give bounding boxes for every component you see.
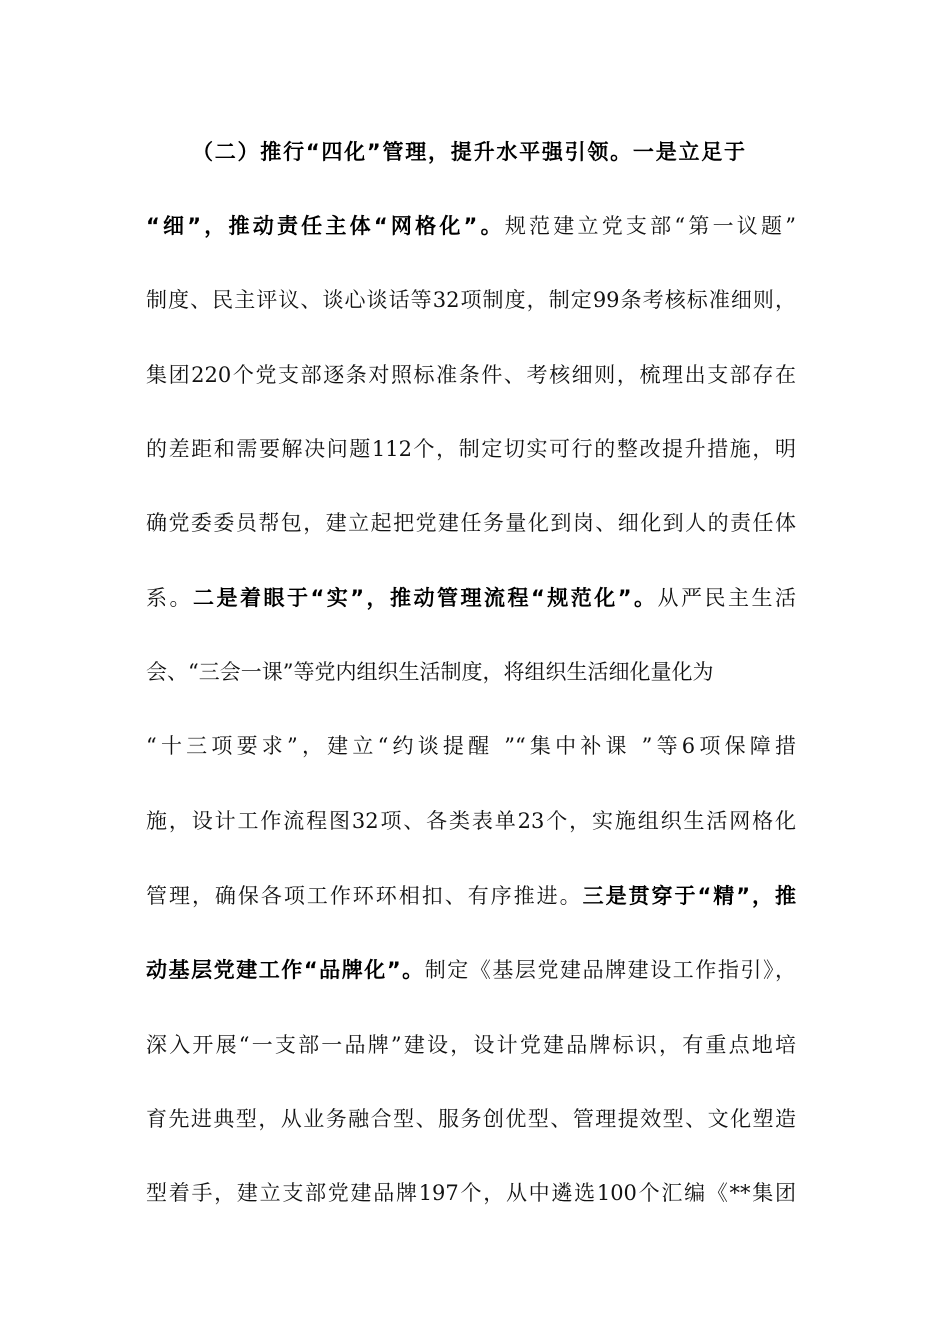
paragraph-line (146, 355, 796, 395)
bold-heading-text: “细”，推动责任主体“网格化”。 (146, 214, 505, 238)
paragraph-line (146, 503, 796, 543)
bold-heading-text: （二）推行“四化”管理，提升水平强引领。一是立足于 (192, 140, 745, 164)
body-text: 从严民主生活 (657, 586, 796, 610)
body-text: 确党委委员帮包，建立起把党建任务量化到岗、细化到人的责任体 (146, 511, 796, 535)
paragraph-line (146, 280, 796, 320)
body-text: 育先进典型，从业务融合型、服务创优型、管理提效型、文化塑造 (146, 1107, 796, 1131)
body-text: 集团220个党支部逐条对照标准条件、考核细则，梳理出支部存在 (146, 363, 796, 387)
paragraph-line (146, 1099, 796, 1139)
paragraph-line (146, 206, 796, 246)
body-text: 系。 (146, 586, 193, 610)
paragraph-line (192, 132, 745, 172)
bold-heading-text: 动基层党建工作“品牌化”。 (146, 958, 425, 982)
paragraph-line (146, 726, 796, 766)
body-text: “十三项要求”，建立“约谈提醒 ”“集中补课 ”等6项保障措 (146, 734, 796, 758)
paragraph-line (146, 950, 796, 990)
body-text: 管理，确保各项工作环环相扣、有序推进。 (146, 884, 583, 908)
bold-heading-text: 二是着眼于“实”，推动管理流程“规范化”。 (192, 586, 658, 610)
paragraph-line (146, 1025, 796, 1065)
paragraph-line (146, 1173, 796, 1213)
bold-heading-text: 三是贯穿于“精”，推 (582, 884, 797, 908)
body-text: 型着手，建立支部党建品牌197个，从中遴选100个汇编《**集团 (146, 1181, 796, 1205)
body-text: 施，设计工作流程图32项、各类表单23个，实施组织生活网格化 (146, 809, 796, 833)
body-text: 制定《基层党建品牌建设工作指引》， (424, 958, 797, 982)
paragraph-line (146, 652, 796, 692)
paragraph-line (146, 578, 796, 618)
paragraph-line (146, 876, 796, 916)
paragraph-line (146, 801, 796, 841)
body-text: 规范建立党支部“第一议题” (504, 214, 796, 238)
paragraph-line (146, 429, 796, 469)
body-text: 会、“三会一课”等党内组织生活制度，将组织生活细化量化为 (146, 660, 714, 684)
body-text: 深入开展“一支部一品牌”建设，设计党建品牌标识，有重点地培 (146, 1033, 796, 1057)
body-text: 的差距和需要解决问题112个，制定切实可行的整改提升措施，明 (146, 437, 796, 461)
body-text: 制度、民主评议、谈心谈话等32项制度，制定99条考核标准细则， (146, 288, 796, 312)
